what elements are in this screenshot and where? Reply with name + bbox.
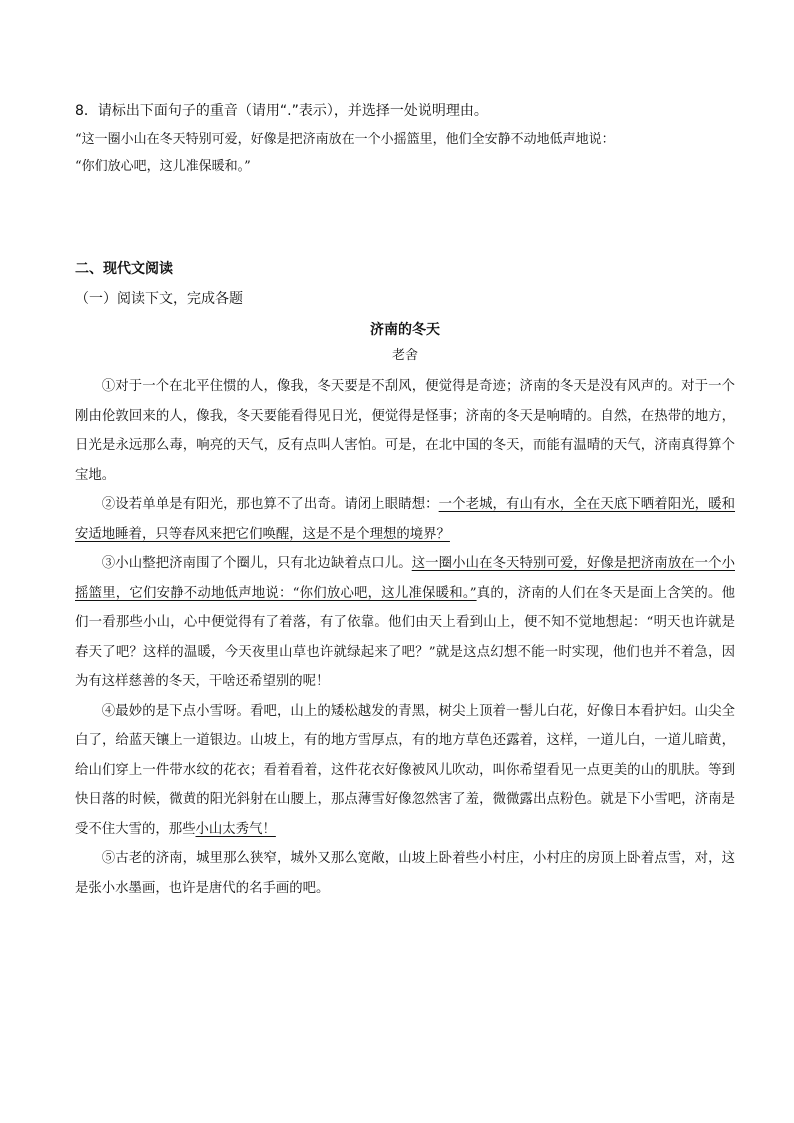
article-title: 济南的冬天 [370,322,440,338]
article-body [75,372,735,903]
paragraph-3 [75,549,735,697]
quote-line-2: “你们放心吧，这儿准保暖和。” [75,159,251,174]
section-subtitle: （一）阅读下文，完成各题 [75,291,243,307]
paragraph-4-underlined: 小山太秀气！ [195,821,276,837]
paragraph-3-text-b: 真的，济南的人们在冬天是面上含笑的。他们一看那些小山，心中便觉得有了着落，有了依靠。他们由天上看到山上，便不知不觉地想起：“明天也许就是春天了吧？这样的温暖，今天夜里山草也许就绿起来了吧？”就是这点幻想不能一时实现，他们也并不着急，因为有这样慈善的冬天，干啥还希望别的呢！ [75,585,735,689]
paragraph-5: ⑤古老的济南，城里那么狭窄，城外又那么宽敞，山坡上卧着些小村庄，小村庄的房顶上卧着点雪，对，这是张小水墨画，也许是唐代的名手画的吧。 [75,851,735,896]
paragraph-2-text: ②设若单单是有阳光，那也算不了出奇。请闭上眼睛想： [101,497,439,512]
paragraph-4 [75,697,735,845]
paragraph-3-text-a: ③小山整把济南围了个圈儿，只有北边缺着点口儿。 [101,556,412,571]
question-8 [75,100,735,180]
paragraph-1: ①对于一个在北平住惯的人，像我，冬天要是不刮风，便觉得是奇迹；济南的冬天是没有风声的。对于一个刚由伦敦回来的人，像我，冬天要能看得见日光，便觉得是怪事；济南的冬天是响晴的。自然，在热带的地方，日光是永远那么毒，响亮的天气，反有点叫人害怕。可是，在北中国的冬天，而能有温晴的天气，济南真得算个宝地。 [75,379,735,483]
quote-line-1: “这一圈小山在冬天特别可爱，好像是把济南放在一个小摇篮里，他们全安静不动地低声地说： [75,132,615,147]
modern-reading-section [75,258,735,903]
section-title: 二、现代文阅读 [75,261,173,277]
question-8-title: 8．请标出下面句子的重音（请用“.”表示），并选择一处说明理由。 [75,103,488,119]
paragraph-2 [75,490,735,549]
paragraph-4-text: ④最妙的是下点小雪呀。看吧，山上的矮松越发的青黑，树尖上顶着一髻儿白花，好像日本看护妇。山尖全白了，给蓝天镶上一道银边。山坡上，有的地方雪厚点，有的地方草色还露着，这样，一道儿白，一道儿暗黄，给山们穿上一件带水纹的花衣；看着看着，这件花衣好像被风儿吹动，叫你希望看见一点更美的山的肌肤。等到快日落的时候，微黄的阳光斜射在山腰上，那点薄雪好像忽然害了羞，微微露出点粉色。就是下小雪吧，济南是受不住大雪的，那些 [75,703,735,837]
question-8-quote [75,126,735,180]
paragraph-2-underlined: 一个老城，有山有水，全在天底下晒着阳光，暖和安适地睡着，只等春风来把它们唤醒，这是不是个理想的境界？ [75,497,736,542]
article-author: 老舍 [391,348,418,363]
paragraph-3-underlined: 这一圈小山在冬天特别可爱，好像是把济南放在一个小摇篮里，它们安静不动地低声地说：“你们放心吧，这儿准保暖和。” [75,556,735,601]
